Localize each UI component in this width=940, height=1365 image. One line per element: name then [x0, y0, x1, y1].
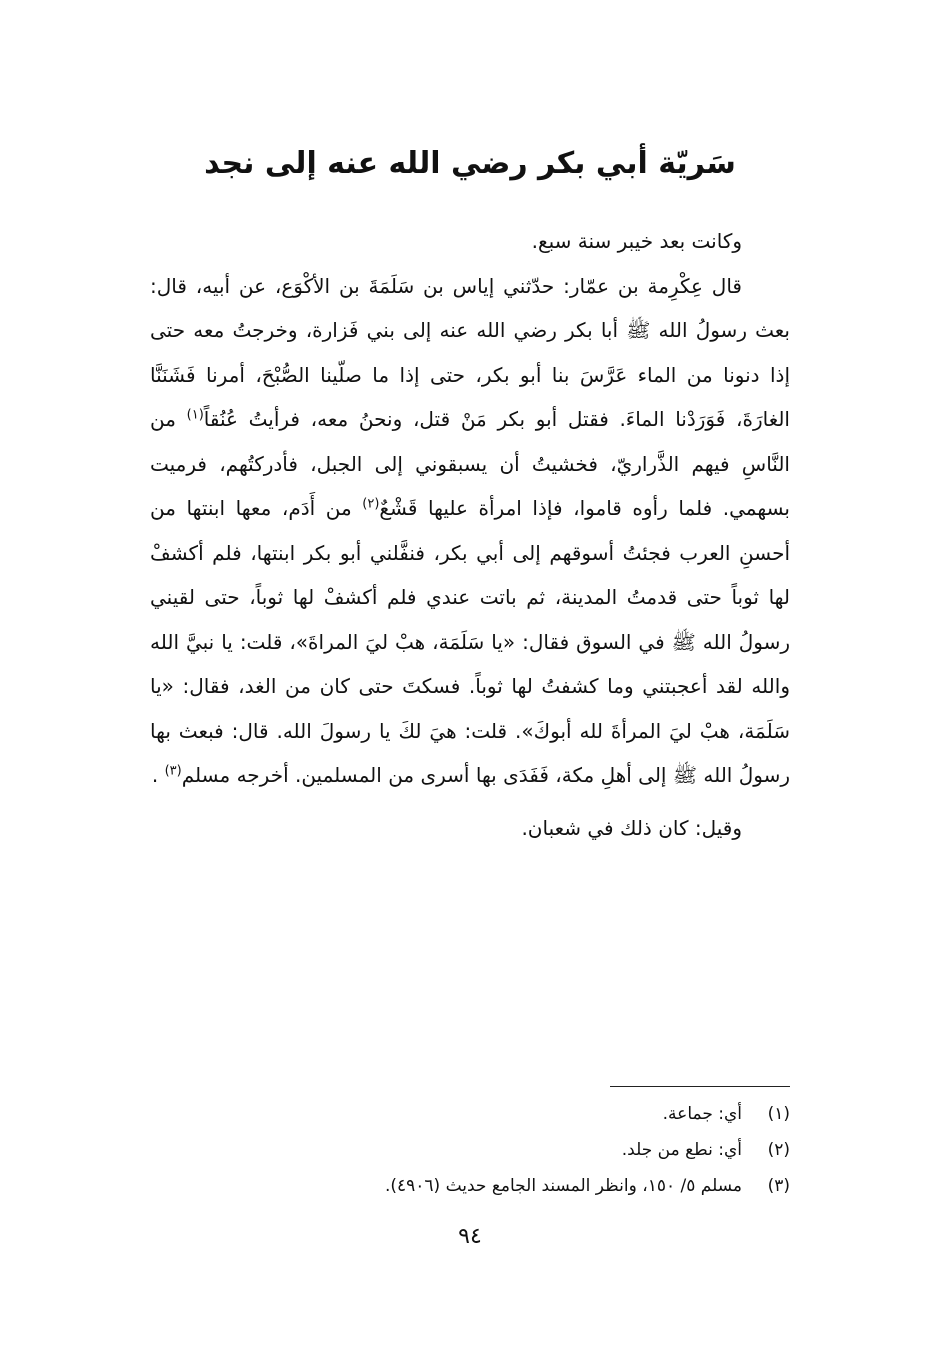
paragraph-narration: [150, 264, 790, 798]
footnote-divider: [610, 1086, 790, 1087]
footnote-ref-2[interactable]: (٢): [362, 496, 380, 512]
footnote-number: (١): [767, 1104, 790, 1124]
footnote-item: [150, 1168, 790, 1204]
footnote-text: مسلم ٥/ ١٥٠، وانظر المسند الجامع حديث (٤٩٠٦).: [384, 1176, 742, 1196]
narration-part-4: .: [151, 763, 165, 787]
footnote-number: (٢): [767, 1140, 790, 1160]
footnote-text: أي: جماعة.: [662, 1104, 742, 1124]
narration-part-2: من النَّاسِ فيهم الذَّراريّ، فخشيتُ أن يسبقوني إلى الجبل، فأدركتُهم، فرميت بسهمي. فلما رأوه قاموا، فإذا امرأة عليها قَشْعٌ: [150, 407, 790, 520]
main-text: [150, 219, 790, 850]
chapter-title: سَريّة أبي بكر رضي الله عنه إلى نجد: [204, 146, 736, 181]
footnote-ref-1[interactable]: (١): [186, 407, 204, 423]
footnote-text: أي: نطع من جلد.: [621, 1140, 742, 1160]
footnote-number: (٣): [767, 1176, 790, 1196]
narration-part-3: من أَدَم، معها ابنتها من أحسنِ العرب فجئتُ أسوقهم إلى أبي بكر، فنفَّلني أبو بكر ابنتها، فلم أكشفْ لها ثوباً حتى قدمتُ المدينة، ثم باتت عندي فلم أكشفْ لها ثوباً، حتى لقيني رسولُ الله ﷺ في السوق فقال: «يا سَلَمَة، هبْ ليَ المراةَ»، قلت: يا نبيَّ الله والله لقد أعجبتني وما كشفتُ لها ثوباً. فسكتَ حتى كان من الغد، فقال: «يا سَلَمَة، هبْ ليَ المرأةَ لله أبوكَ». قلت: هيَ لكَ يا رسولَ الله. قال: فبعث بها رسولُ الله ﷺ إلى أهلِ مكة، فَفَدَى بها أسرى من المسلمين. أخرجه مسلم: [150, 496, 790, 787]
paragraph-intro: وكانت بعد خيبر سنة سبع.: [531, 229, 742, 253]
footnotes-list: [150, 1096, 790, 1204]
narration-part-1: قال عِكْرِمة بن عمّار: حدّثني إياس بن سَلَمَةَ بن الأكْوَع، عن أبيه، قال: بعث رسولُ الله ﷺ أبا بكر رضي الله عنه إلى بني فَزارة، وخرجتُ معه حتى إذا دنونا من الماء عَرَّسَ بنا أبو بكر، حتى إذا ما صلّينا الصُّبْحَ، أمرنا فَشَنَنَّا الغارَةَ، فَوَرَدْنا الماءَ. فقتل أبو بكر مَنْ قتل، ونحنُ معه، فرأيتُ عُنُقاً: [150, 273, 790, 431]
footnote-ref-3[interactable]: (٣): [164, 763, 182, 779]
page-number: ٩٤: [458, 1224, 482, 1249]
paragraph-closing: وقيل: كان ذلك في شعبان.: [521, 815, 742, 840]
footnote-item: [150, 1096, 790, 1132]
footnote-item: [150, 1132, 790, 1168]
